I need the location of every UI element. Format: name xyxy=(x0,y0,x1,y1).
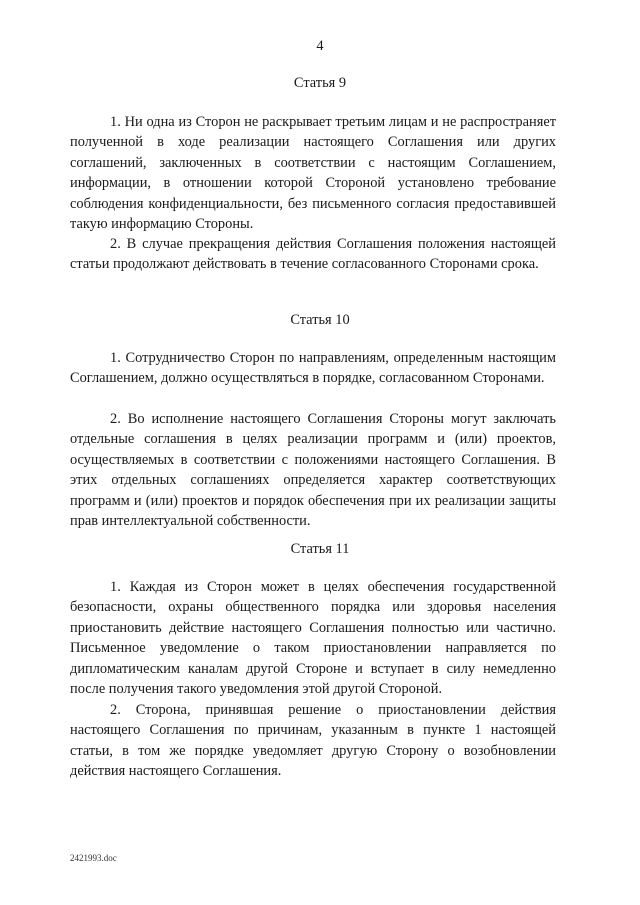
article-11-paragraph-1: 1. Каждая из Сторон может в целях обеспечения государственной безопасности, охраны общественного порядка или здоровья населения приостановить действие настоящего Соглашения полностью или частично. Письменное уведомление о таком приостановлении направляется по дипломатическим каналам другой Стороне и вступает в силу немедленно после получения такого уведомления этой другой Стороной. xyxy=(70,579,556,698)
article-9-paragraph-1: 1. Ни одна из Сторон не раскрывает третьим лицам и не распространяет полученной в ходе реализации настоящего Соглашения или других соглашений, заключенных в соответствии с настоящим Соглашением, информации, в отношении которой Стороной установлено требование соблюдения конфиденциальности, без письменного согласия предоставившей такую информацию Стороны. xyxy=(70,114,556,233)
article-10-paragraph-2: 2. Во исполнение настоящего Соглашения Стороны могут заключать отдельные соглашения в целях реализации программ и (или) проектов, осуществляемых в соответствии с положениями настоящего Соглашения. В этих отдельных соглашениях определяется характер соответствующих программ и (или) проектов и порядок обеспечения при их реализации защиты прав интеллектуальной собственности. xyxy=(70,411,556,530)
article-11-title: Статья 11 xyxy=(290,541,350,557)
page-number: 4 xyxy=(316,38,324,54)
article-9-title: Статья 9 xyxy=(293,75,347,91)
article-11-paragraph-2: 2. Сторона, принявшая решение о приостановлении действия настоящего Соглашения по причинам, указанным в пункте 1 настоящей статьи, в том же порядке уведомляет другую Сторону о возобновлении действия настоящего Соглашения. xyxy=(70,702,556,780)
article-9-paragraph-2: 2. В случае прекращения действия Соглашения положения настоящей статьи продолжают действовать в течение согласованного Сторонами срока. xyxy=(70,236,556,273)
article-10-title: Статья 10 xyxy=(290,312,350,328)
article-10-paragraph-1: 1. Сотрудничество Сторон по направлениям, определенным настоящим Соглашением, должно осуществляться в порядке, согласованном Сторонами. xyxy=(70,350,556,387)
document-filename: 2421993.doc xyxy=(70,853,117,863)
